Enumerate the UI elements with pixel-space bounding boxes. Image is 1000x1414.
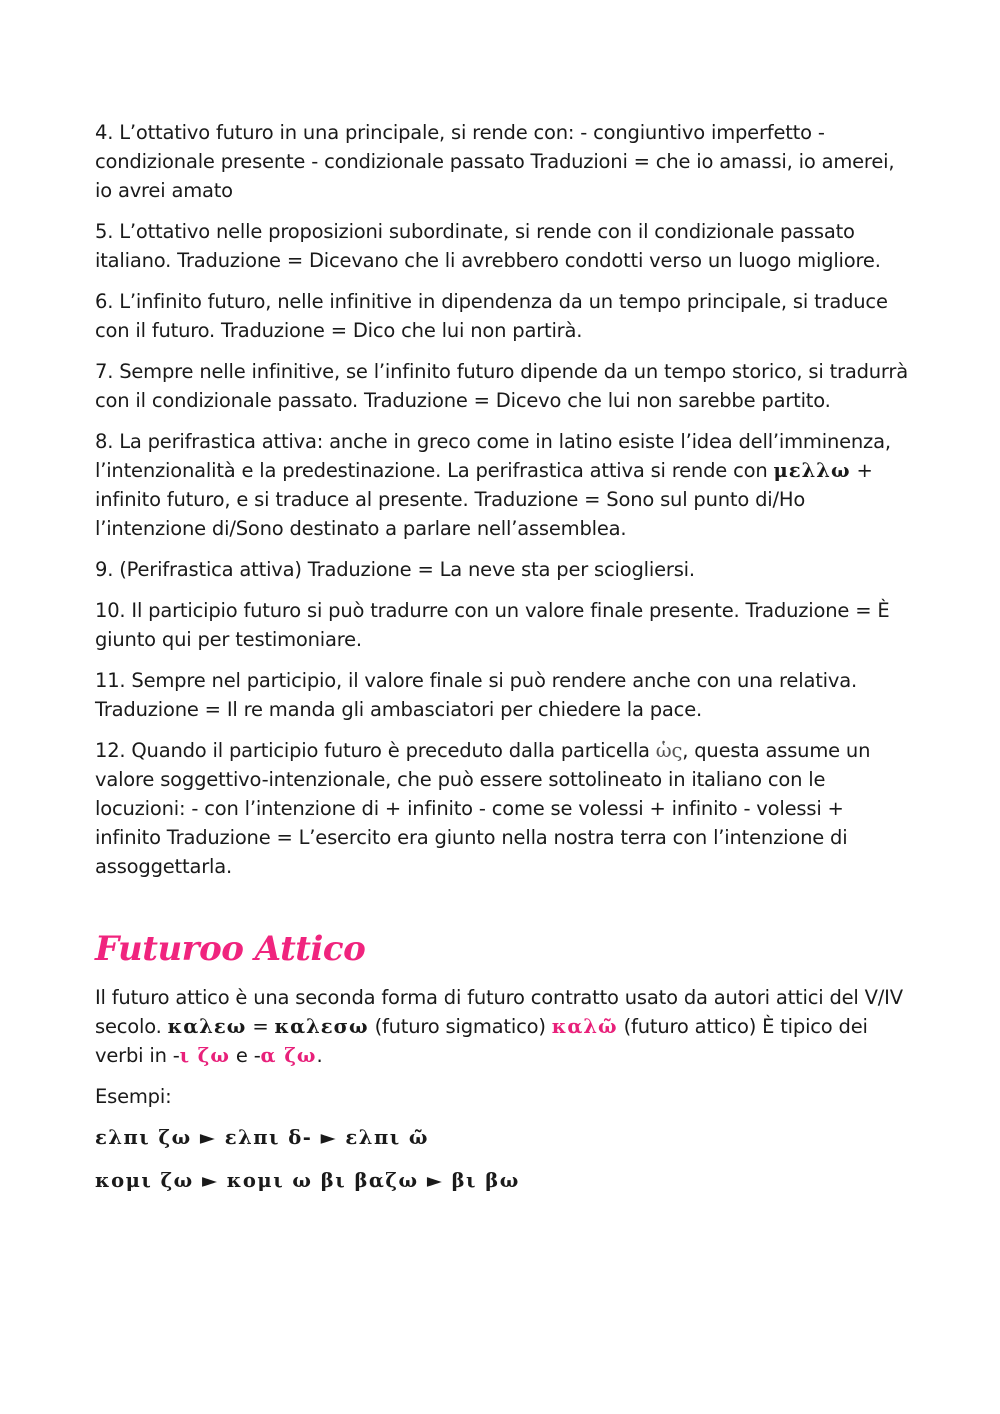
attic-t1: Il futuro attico è una seconda forma di futuro contratto usato da autori attici del V/IV secolo. [95,986,903,1038]
paragraph-11: 11. Sempre nel participio, il valore finale si può rendere anche con una relativa. Traduzione = Il re manda gli ambasciatori per chiedere la pace. [95,669,857,721]
p8-text-after: + infinito futuro, e si traduce al presente. Traduzione = Sono sul punto di/Ho l’intenzione di/Sono destinato a parlare nell’assemblea. [95,459,873,540]
p12-greek-hos: ὡς [655,739,683,762]
paragraph-8 [95,427,910,543]
paragraph-7: 7. Sempre nelle infinitive, se l’infinito futuro dipende da un tempo storico, si tradurrà con il condizionale passato. Traduzione = Dicevo che lui non sarebbe partito. [95,360,908,412]
paragraph-10: 10. Il participio futuro si può tradurre con un valore finale presente. Traduzione = È giunto qui per testimoniare. [95,599,890,651]
paragraph-4: 4. L’ottativo futuro in una principale, si rende con: - congiuntivo imperfetto - condizionale presente - condizionale passato Traduzioni = che io amassi, io amerei, io avrei amato [95,121,895,202]
paragraph-5: 5. L’ottativo nelle proposizioni subordinate, si rende con il condizionale passato italiano. Traduzione = Dicevano che li avrebbero condotti verso un luogo migliore. [95,220,881,272]
section-heading: Futuroo Attico [95,929,366,969]
document-page [95,118,910,1209]
p12-text-before: 12. Quando il participio futuro è preceduto dalla particella [95,739,656,762]
p8-text-before: 8. La perifrastica attiva: anche in greco come in latino esiste l’idea dell’imminenza, l’intenzionalità e la predestinazione. La perifrastica attiva si rende con [95,430,891,482]
p12-text-after: , questa assume un valore soggettivo-intenzionale, che può essere sottolineato in italiano con le locuzioni: - con l’intenzione di + infinito - come se volessi + infinito - volessi + infinito Traduzione = L’esercito era giunto nella nostra terra con l’intenzione di assoggettarla. [95,739,871,878]
attic-g3: καλῶ [551,1015,618,1038]
attic-g5: α ζω [260,1044,317,1067]
p8-greek-mello: μελλω [773,459,851,482]
examples-label: Esempi: [95,1085,172,1108]
attic-g1: καλεω [167,1015,247,1038]
attic-paragraph [95,983,910,1070]
example-line-1: ελπι ζω ► ελπι δ- ► ελπι ῶ [95,1126,430,1149]
attic-t6: . [316,1044,323,1067]
attic-t4: (futuro attico) È tipico dei verbi in - [95,1015,868,1067]
paragraph-6: 6. L’infinito futuro, nelle infinitive in dipendenza da un tempo principale, si traduce con il futuro. Traduzione = Dico che lui non partirà. [95,290,888,342]
attic-g4: ι ζω [179,1044,230,1067]
paragraph-12 [95,736,910,881]
attic-t5: e - [229,1044,261,1067]
attic-t2: = [246,1015,275,1038]
attic-g2: καλεσω [274,1015,369,1038]
attic-t3: (futuro sigmatico) [368,1015,552,1038]
paragraph-9: 9. (Perifrastica attiva) Traduzione = La neve sta per sciogliersi. [95,558,695,581]
example-line-2: κομι ζω ► κομι ω βι βαζω ► βι βω [95,1169,520,1192]
